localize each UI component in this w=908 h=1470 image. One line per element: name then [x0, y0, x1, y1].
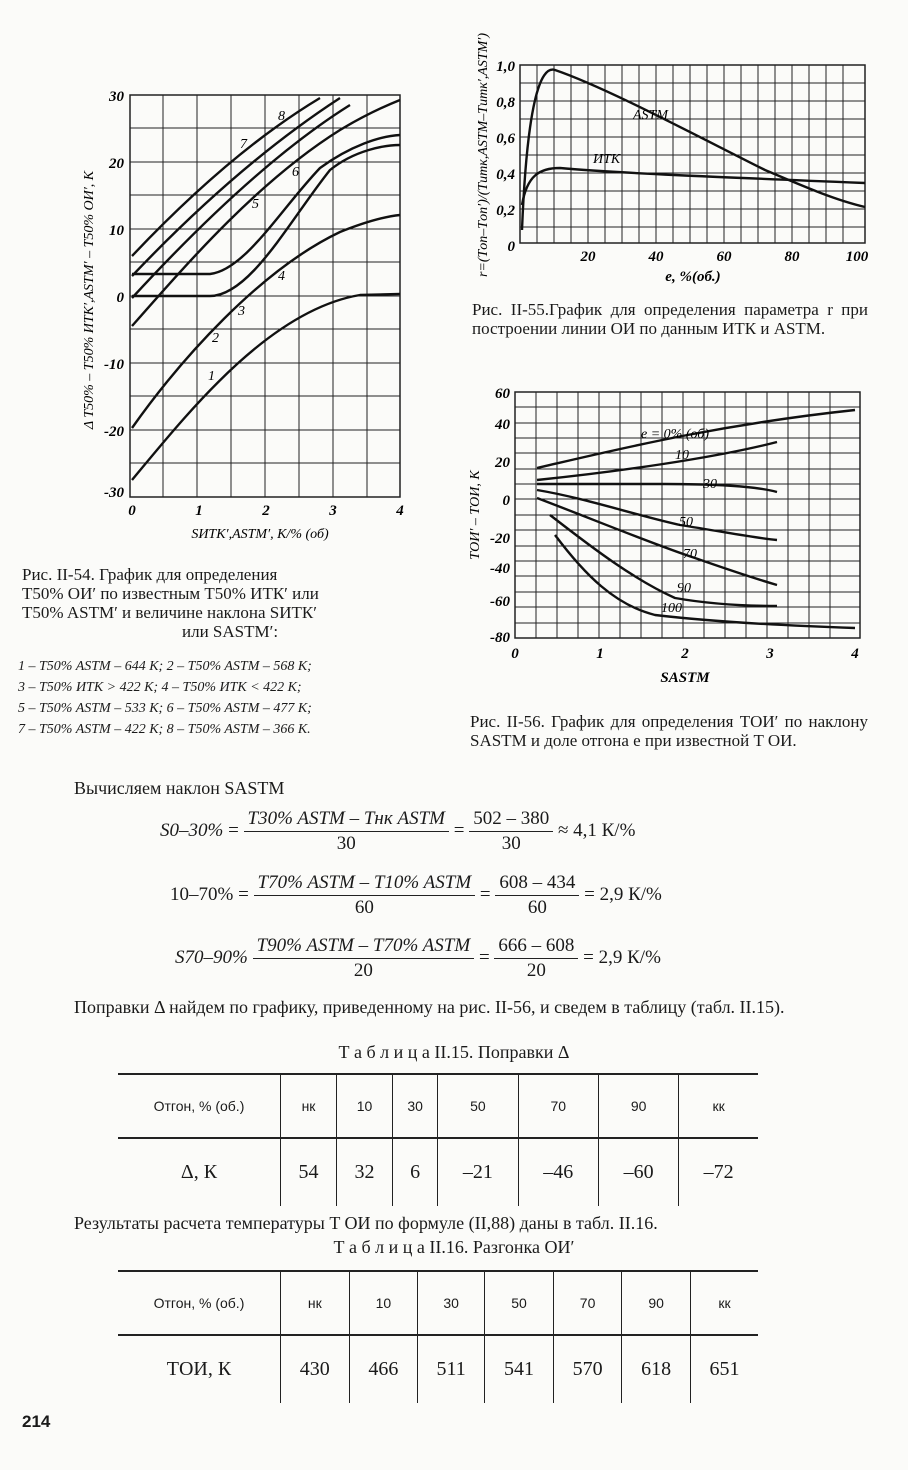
- svg-text:50: 50: [679, 515, 693, 530]
- page-number: 214: [22, 1412, 51, 1431]
- svg-text:0,4: 0,4: [496, 167, 515, 183]
- svg-text:5: 5: [252, 197, 259, 212]
- svg-text:8: 8: [278, 109, 285, 124]
- svg-text:4: 4: [278, 269, 285, 284]
- svg-text:100: 100: [661, 601, 682, 616]
- x-tick-labels: [128, 503, 404, 519]
- y-axis-label: Δ T50% – T50% ИТК′,ASTM′ – T50% ОИ′, К: [82, 170, 97, 430]
- curve-e70: [537, 498, 777, 585]
- equation-s-70-90: S70–90% $\frac{\text{T90\% ASTM – T70\% ASTM}}{20}$ = $\frac{666 - 608}{20}$ = 2,9 К/%: [175, 935, 661, 981]
- svg-text:4: 4: [396, 503, 404, 519]
- slope-intro: Вычисляем наклон SASTM: [74, 778, 285, 798]
- curve-1: [132, 294, 400, 480]
- svg-text:20: 20: [109, 156, 124, 172]
- y-tick-labels: [104, 89, 125, 501]
- curve-astm: [522, 70, 865, 230]
- svg-text:3: 3: [329, 503, 337, 519]
- svg-text:40: 40: [495, 417, 510, 433]
- svg-text:1: 1: [208, 369, 215, 384]
- curve-itk: [522, 168, 865, 205]
- svg-text:-20: -20: [490, 531, 510, 547]
- svg-text:2: 2: [212, 331, 219, 346]
- curve-6: [132, 105, 350, 298]
- svg-text:0,2: 0,2: [496, 203, 515, 219]
- svg-text:30: 30: [109, 89, 124, 105]
- x-axis-label: SИТК′,ASTM′, К/% (об): [191, 527, 329, 542]
- table-ii-16: Отгон, % (об.) нк 10 30 50 70 90 кк TОИ, К 430 466 511 541 570 618 651: [118, 1270, 758, 1403]
- svg-text:30: 30: [703, 477, 717, 492]
- table-16-title: Т а б л и ц а II.16. Разгонка ОИ′: [333, 1237, 575, 1257]
- svg-text:10: 10: [675, 448, 689, 463]
- svg-text:60: 60: [495, 386, 510, 402]
- figure-ii-54: [60, 60, 440, 550]
- svg-text:90: 90: [677, 581, 691, 596]
- y-axis-label: TОИ′ – TОИ, К: [468, 470, 483, 560]
- svg-text:2: 2: [262, 503, 270, 519]
- curve-e10: [537, 442, 777, 480]
- svg-text:e = 0% (об): e = 0% (об): [641, 427, 710, 442]
- svg-text:0: 0: [511, 646, 519, 662]
- label-astm: ASTM: [633, 108, 668, 123]
- svg-text:-20: -20: [104, 424, 124, 440]
- svg-text:100: 100: [845, 249, 869, 265]
- caption-fig-ii-54: Рис. II-54. График для определения T50% ОИ′ по известным T50% ИТК′ или T50% ASTM′ и величине наклона SИТК′ или SASTM′:: [22, 565, 319, 641]
- svg-text:0: 0: [128, 503, 136, 519]
- svg-text:4: 4: [851, 646, 859, 662]
- paragraph-results: Результаты расчета температуры T ОИ по формуле (II,88) даны в табл. II.16.: [74, 1213, 658, 1233]
- svg-text:-80: -80: [490, 630, 510, 646]
- svg-text:7: 7: [240, 137, 247, 152]
- legend-fig-ii-54: 1 – T50% ASTM – 644 К; 2 – T50% ASTM – 568 К; 3 – T50% ИТК > 422 К; 4 – T50% ИТК < 422 К; 5 – T50% ASTM – 533 К; 6 – T50% ASTM – 477 К; 7 – T50% ASTM – 422 К; 8 – T50% ASTM – 366 К.: [18, 659, 312, 737]
- caption-fig-ii-55: Рис. II-55.График для определения параметра r при построении линии ОИ по данным ИТК и ASTM.: [472, 300, 868, 338]
- svg-text:0: 0: [502, 493, 510, 509]
- svg-text:60: 60: [716, 249, 732, 265]
- x-axis-label: SASTM: [660, 670, 710, 686]
- equation-s-10-70: 10–70% = $\frac{\text{T70\% ASTM – T10\% ASTM}}{60}$ = $\frac{608 - 434}{60}$ = 2,9 К/%: [170, 872, 662, 918]
- figure-ii-56: [465, 380, 885, 695]
- svg-text:-40: -40: [490, 561, 510, 577]
- label-itk: ИТК: [593, 152, 621, 167]
- caption-fig-ii-56: Рис. II-56. График для определения TОИ′ по наклону SASTM и доле отгона e при известной T ОИ.: [470, 712, 868, 750]
- svg-text:3: 3: [238, 304, 245, 319]
- table-15-title: Т а б л и ц а II.15. Поправки Δ: [338, 1042, 570, 1062]
- svg-text:1,0: 1,0: [496, 59, 515, 75]
- y-axis-label: r=(Tоп–Tоп′)/(Tитк,ASTM–Tитк′,ASTM′): [476, 32, 491, 278]
- svg-text:10: 10: [109, 223, 124, 239]
- curve-4: [132, 135, 400, 274]
- curve-e30: [537, 484, 777, 492]
- svg-text:0: 0: [116, 290, 124, 306]
- svg-text:20: 20: [495, 455, 510, 471]
- svg-text:0,6: 0,6: [496, 131, 515, 147]
- svg-text:-10: -10: [104, 357, 124, 373]
- svg-text:0,8: 0,8: [496, 95, 515, 111]
- svg-text:-60: -60: [490, 594, 510, 610]
- svg-text:-30: -30: [104, 485, 124, 501]
- svg-text:2: 2: [681, 646, 689, 662]
- svg-text:0: 0: [507, 239, 515, 255]
- svg-text:3: 3: [766, 646, 774, 662]
- svg-text:6: 6: [292, 165, 299, 180]
- svg-text:40: 40: [648, 249, 664, 265]
- paragraph-corrections: Поправки Δ найдем по графику, приведенному на рис. II-56, и сведем в таблицу (табл. II.15).: [74, 997, 785, 1017]
- svg-text:1: 1: [596, 646, 604, 662]
- figure-ii-55: [465, 25, 885, 290]
- curve-e100: [555, 535, 855, 628]
- svg-text:70: 70: [683, 547, 697, 562]
- svg-text:80: 80: [784, 249, 800, 265]
- x-axis-label: e, %(об.): [665, 269, 721, 285]
- equation-s-0-30: S0–30% = $\frac{\text{T30\% ASTM – Tнк ASTM}}{30}$ = $\frac{502 - 380}{30}$ ≈ 4,1 К/%: [160, 808, 636, 854]
- svg-text:1: 1: [195, 503, 203, 519]
- table-ii-15: Отгон, % (об.) нк 10 30 50 70 90 кк Δ, К 54 32 6 –21 –46 –60 –72: [118, 1073, 758, 1206]
- svg-text:20: 20: [580, 249, 596, 265]
